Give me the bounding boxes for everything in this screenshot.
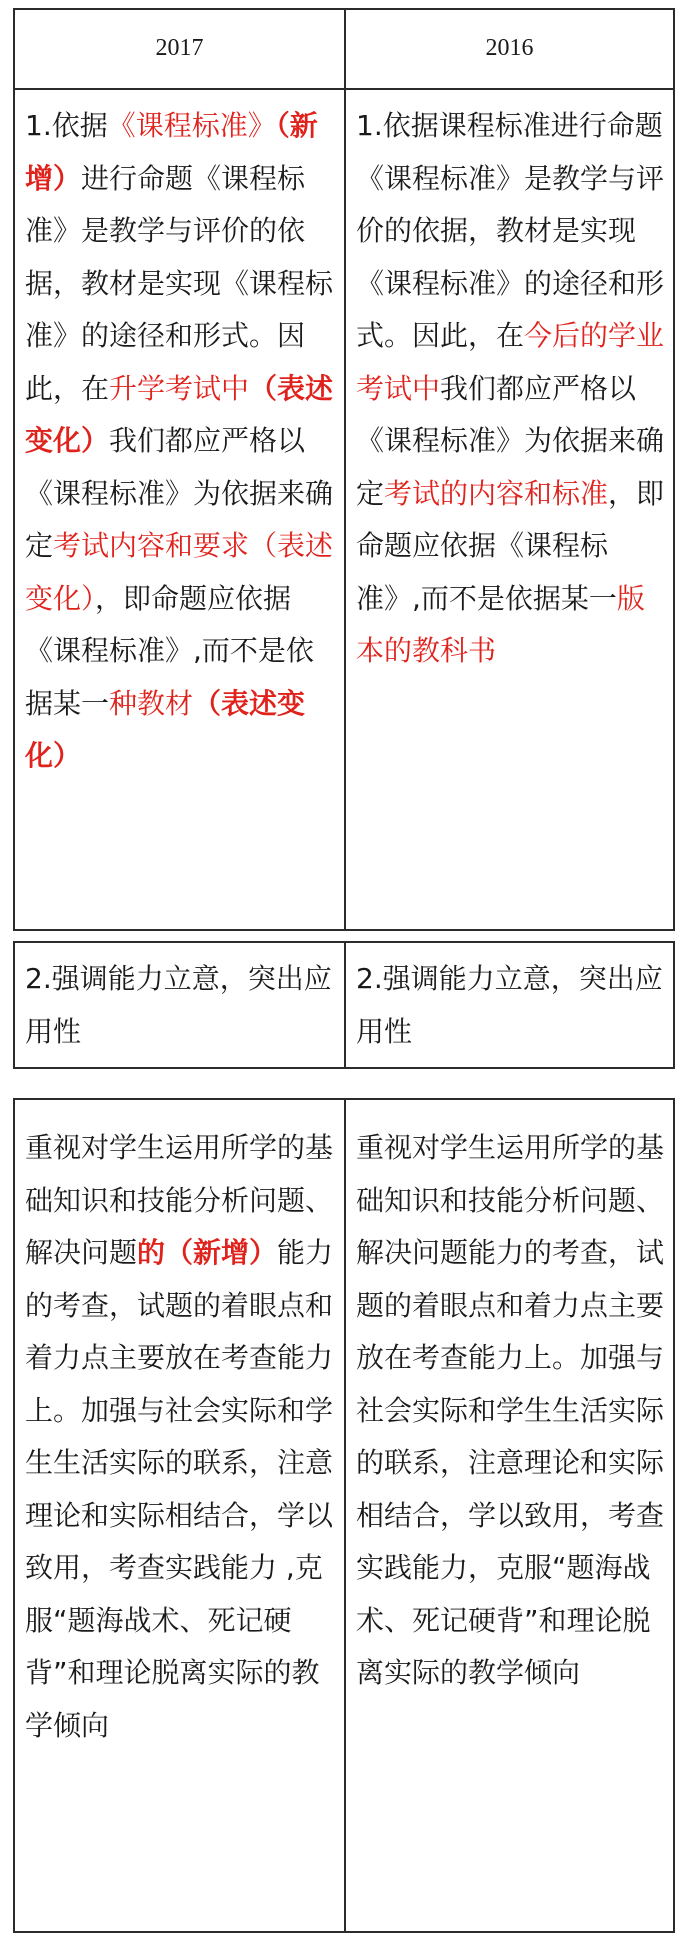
header-2016: 2016 xyxy=(485,35,534,61)
highlighted-text: 种教材 xyxy=(109,686,194,720)
body-text: 能力的考查，试题的着眼点和着力点主要放在考查能力上。加强与社会实际和学生生活实际的联系，注意理论和实际相结合，学以致用，考查实践能力 ,克服“题海战术、死记硬背”和理论脱离实际的教学倾向 xyxy=(25,1236,334,1742)
highlighted-text: 考试的内容和标准 xyxy=(384,476,609,510)
highlighted-text: 《课程标准》 xyxy=(107,109,276,142)
highlighted-text: 今后的学业考试中 xyxy=(356,319,665,405)
body-text: ，即命题应依据《课程标准》,而不是依据某一 xyxy=(356,476,665,615)
highlighted-text: （表述变化） xyxy=(25,686,306,772)
section-3-2016 xyxy=(346,1100,673,1931)
highlighted-text: 升学考试中 xyxy=(109,371,250,405)
highlighted-text: 版本的教科书 xyxy=(356,581,645,667)
highlighted-text: 考试内容和要求（表述变化） xyxy=(25,529,334,615)
body-text: 1.依据课程标准进行命题《课程标准》是教学与评价的依据，教材是实现《课程标准》的途径和形式。因此，在 xyxy=(356,109,665,352)
section-3-2017 xyxy=(15,1100,346,1931)
highlighted-text: （表述变化） xyxy=(25,371,334,457)
highlighted-text: （新增） xyxy=(25,109,318,195)
body-text: ，即命题应依据《课程标准》,而不是依据某一 xyxy=(25,581,314,720)
body-text: 我们都应严格以《课程标准》为依据来确定 xyxy=(25,424,334,562)
section-2-2017 xyxy=(15,943,346,1067)
section-1-2017 xyxy=(15,90,346,929)
section-1-2016 xyxy=(346,90,673,929)
section-2-2016 xyxy=(346,943,673,1067)
body-text: 进行命题《课程标准》是教学与评价的依据，教材是实现《课程标准》的途径和形式。因此，在 xyxy=(25,161,334,405)
highlighted-text: 的（新增） xyxy=(137,1236,278,1269)
section-3-row xyxy=(13,1098,675,1933)
body-text: 1.依据 xyxy=(25,109,108,142)
body-text: 2.强调能力立意，突出应用性 xyxy=(25,962,332,1048)
body-text: 重视对学生运用所学的基础知识和技能分析问题、解决问题 xyxy=(25,1131,334,1269)
body-text: 重视对学生运用所学的基础知识和技能分析问题、解决问题能力的考查，试题的着眼点和着力点主要放在考查能力上。加强与社会实际和学生生活实际的联系，注意理论和实际相结合，学以致用，考查实践能力，克服“题海战术、死记硬背”和理论脱离实际的教学倾向 xyxy=(356,1131,665,1689)
table-header xyxy=(13,8,675,90)
body-text: 我们都应严格以《课程标准》为依据来确定 xyxy=(356,371,665,510)
body-text: 2.强调能力立意，突出应用性 xyxy=(356,962,663,1048)
header-2017: 2017 xyxy=(15,10,346,88)
section-2-row xyxy=(13,941,675,1069)
section-1-row xyxy=(13,88,675,931)
